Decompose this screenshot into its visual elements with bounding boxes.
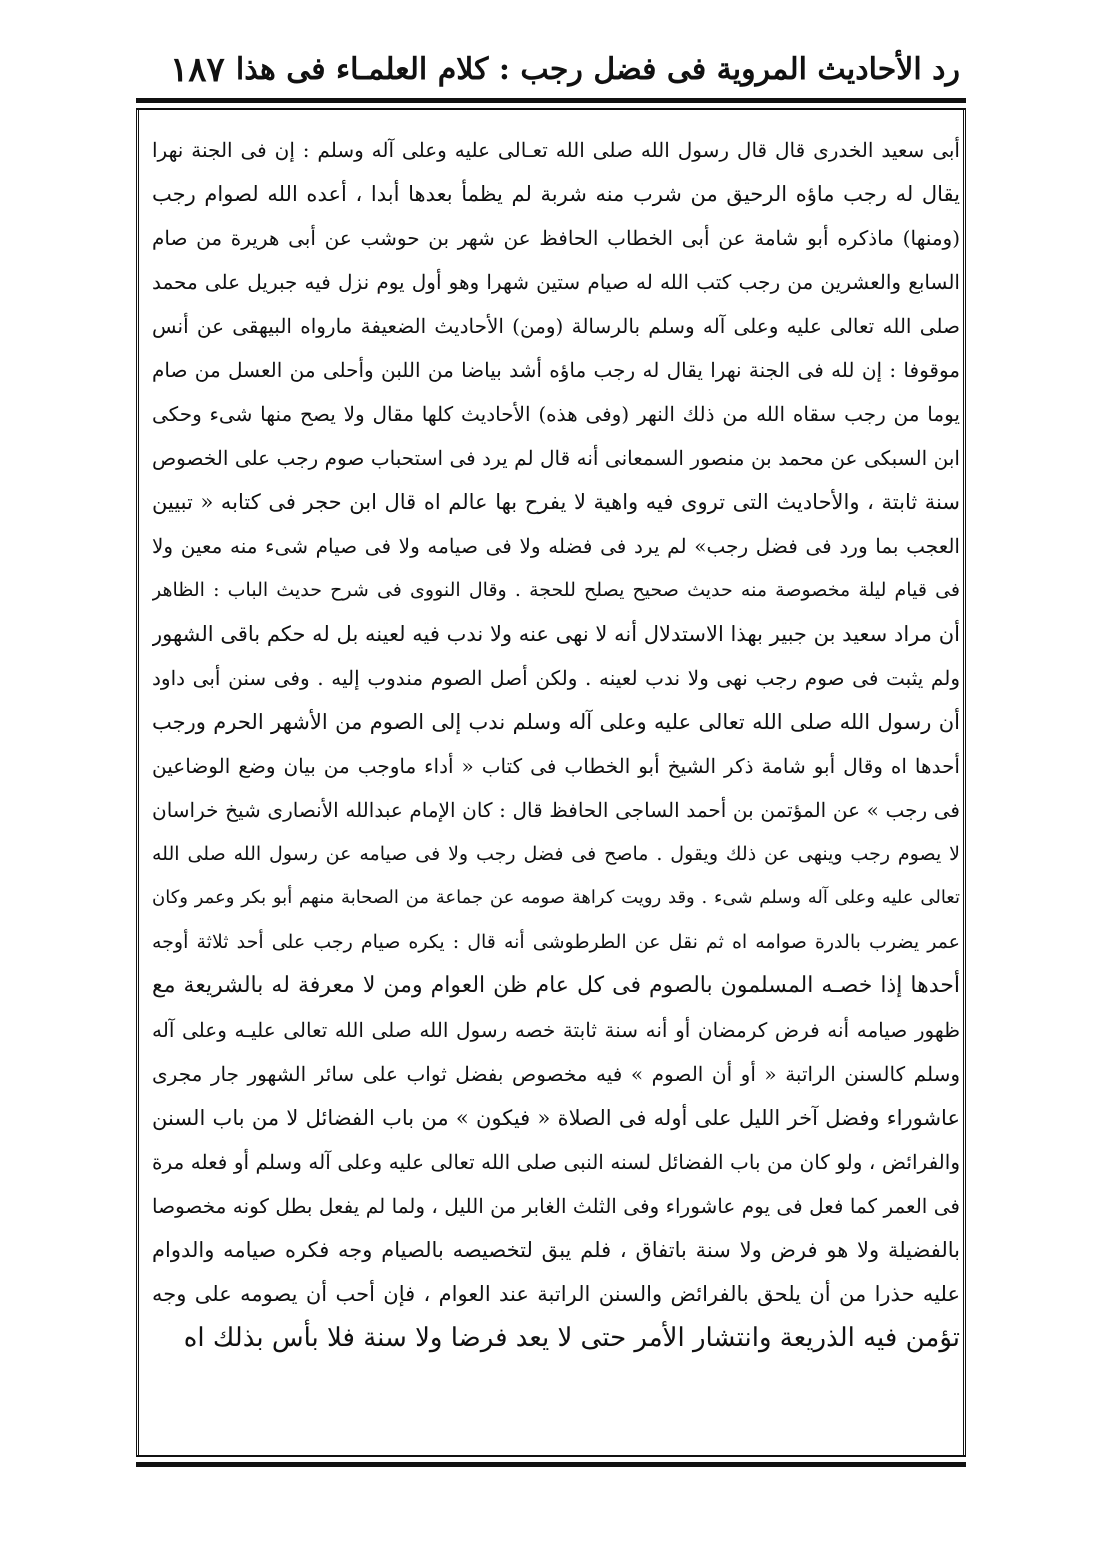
footer-rule-thin (136, 1455, 966, 1457)
text-line: أحدها اه وقال أبو شامة ذكر الشيخ أبو الخطاب فى كتاب « أداء ماوجب من بيان وضع الوضاعين (152, 754, 960, 778)
text-line: لا يصوم رجب وينهى عن ذلك ويقول . ماصح فى فضل رجب ولا فى صيامه عن رسول الله صلى الله (152, 843, 960, 865)
text-line: فى رجب » عن المؤتمن بن أحمد الساجى الحافظ قال : كان الإمام عبدالله الأنصارى شيخ خراسان (152, 798, 960, 822)
text-line: تعالى عليه وعلى آله وسلم شىء . وقد رويت كراهة صومه عن جماعة من الصحابة منهم أبو بكر وعمر وكان (152, 887, 960, 908)
page-number: ١٨٧ (170, 50, 225, 90)
footer-rule-thick (136, 1462, 966, 1467)
text-line: سنة ثابتة ، والأحاديث التى تروى فيه واهية لا يفرح بها عالم اه قال ابن حجر فى كتابه « تبيين (152, 490, 960, 514)
text-line: يوما من رجب سقاه الله من ذلك النهر (وفى هذه) الأحاديث كلها مقال ولا يصح منها شىء وحكى (152, 402, 960, 426)
text-line: ولم يثبت فى صوم رجب نهى ولا ندب لعينه . ولكن أصل الصوم مندوب إليه . وفى سنن أبى داود (152, 666, 960, 690)
text-line: أحدها إذا خصـه المسلمون بالصوم فى كل عام ظن العوام ومن لا معرفة له بالشريعة مع (152, 973, 960, 998)
text-line: موقوفا : إن لله فى الجنة نهرا يقال له رجب ماؤه أشد بياضا من اللبن وأحلى من العسل من صام (152, 358, 960, 382)
text-line: يقال له رجب ماؤه الرحيق من شرب منه شربة لم يظمأ بعدها أبدا ، أعده الله لصوام رجب (152, 182, 960, 206)
page-header (140, 40, 960, 100)
text-line: أن مراد سعيد بن جبير بهذا الاستدلال أنه لا نهى عنه ولا ندب فيه لعينه بل له حكم باقى الشهور (152, 622, 960, 646)
text-line: (ومنها) ماذكره أبو شامة عن أبى الخطاب الحافظ عن شهر بن حوشب عن أبى هريرة من صام (152, 226, 960, 250)
body-text (152, 128, 960, 1360)
running-title: رد الأحاديث المروية فى فضل رجب : كلام العلمـاء فى هذا (235, 52, 960, 87)
text-line: عاشوراء وفضل آخر الليل على أوله فى الصلاة « فيكون » من باب الفضائل لا من باب السنن (152, 1106, 960, 1130)
text-line: تؤمن فيه الذريعة وانتشار الأمر حتى لا يعد فرضا ولا سنة فلا بأس بذلك اه (183, 1323, 960, 1353)
text-line: ظهور صيامه أنه فرض كرمضان أو أنه سنة ثابتة خصه رسول الله صلى الله تعالى عليـه وعلى آله (152, 1018, 960, 1042)
text-line: فى العمر كما فعل فى يوم عاشوراء وفى الثلث الغابر من الليل ، ولما لم يفعل بطل كونه مخصوصا (152, 1194, 960, 1218)
text-line: عمر يضرب بالدرة صوامه اه ثم نقل عن الطرطوشى أنه قال : يكره صيام رجب على أحد ثلاثة أوجه (152, 931, 960, 953)
text-line: العجب بما ورد فى فضل رجب» لم يرد فى فضله ولا فى صيامه ولا فى صيام شىء منه معين ولا (152, 534, 960, 558)
text-line: السابع والعشرين من رجب كتب الله له صيام ستين شهرا وهو أول يوم نزل فيه جبريل على محمد (152, 270, 960, 294)
text-line: عليه حذرا من أن يلحق بالفرائض والسنن الراتبة عند العوام ، فإن أحب أن يصومه على وجه (152, 1282, 960, 1306)
text-line: ابن السبكى عن محمد بن منصور السمعانى أنه قال لم يرد فى استحباب صوم رجب على الخصوص (152, 446, 960, 470)
header-rule-thick (136, 98, 966, 103)
text-line: صلى الله تعالى عليه وعلى آله وسلم بالرسالة (ومن) الأحاديث الضعيفة مارواه البيهقى عن أنس (152, 314, 960, 338)
text-line: وسلم كالسنن الراتبة « أو أن الصوم » فيه مخصوص بفضل ثواب على سائر الشهور جار مجرى (152, 1062, 960, 1086)
text-line: والفرائض ، ولو كان من باب الفضائل لسنه النبى صلى الله تعالى عليه وعلى آله وسلم أو فعله مرة (152, 1150, 960, 1174)
text-line: أبى سعيد الخدرى قال قال رسول الله صلى الله تعـالى عليه وعلى آله وسلم : إن فى الجنة نهرا (152, 138, 960, 162)
text-line: بالفضيلة ولا هو فرض ولا سنة باتفاق ، فلم يبق لتخصيصه بالصيام وجه فكره صيامه والدوام (152, 1238, 960, 1262)
text-line: فى قيام ليلة مخصوصة منه حديث صحيح يصلح للحجة . وقال النووى فى شرح حديث الباب : الظاهر (152, 579, 960, 601)
text-line: أن رسول الله صلى الله تعالى عليه وعلى آله وسلم ندب إلى الصوم من الأشهر الحرم ورجب (152, 710, 960, 734)
